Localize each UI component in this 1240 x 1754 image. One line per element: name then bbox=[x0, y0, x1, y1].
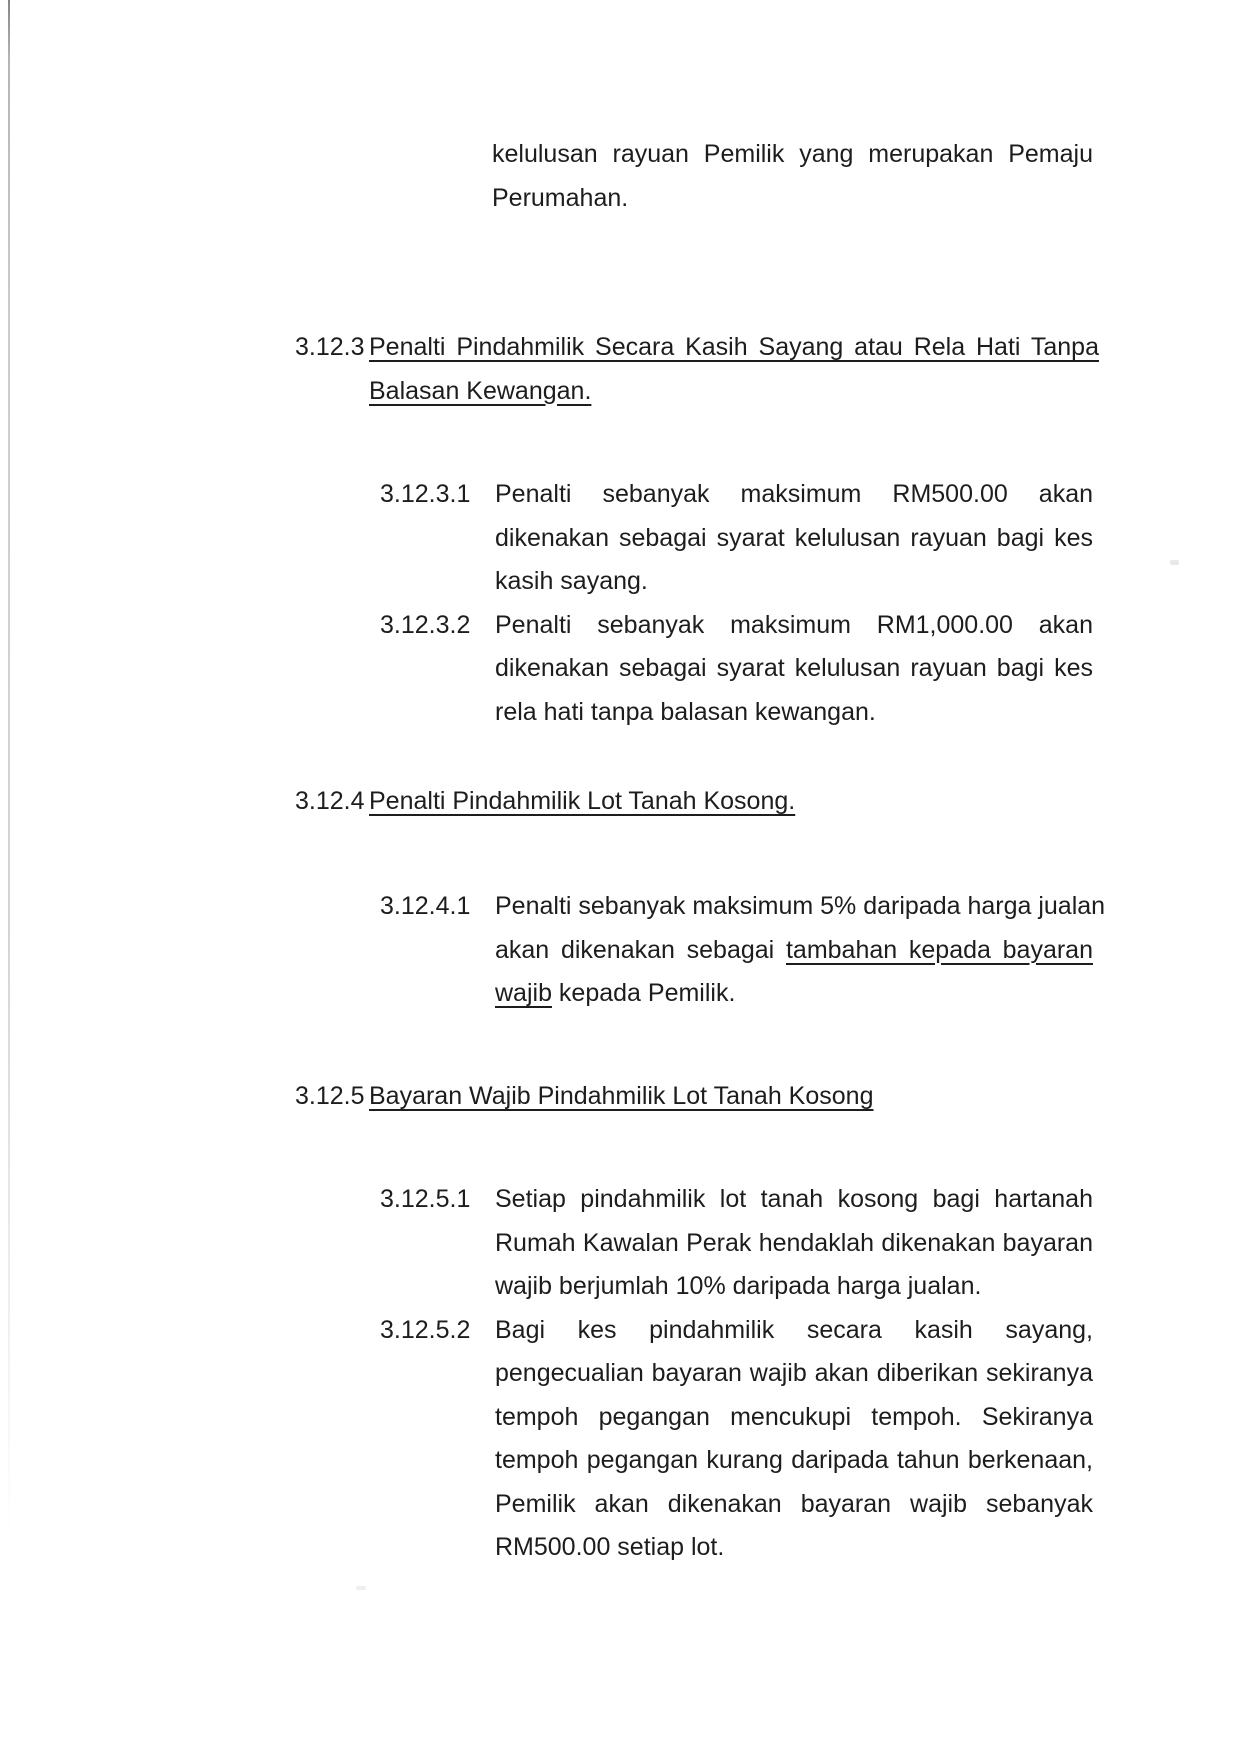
text-line: Penalti sebanyak maksimum 5% daripada harga jualan bbox=[495, 892, 1106, 920]
scan-artifact-speck bbox=[356, 1586, 366, 1590]
clause-3-12-3-1 bbox=[380, 473, 1093, 604]
text-line: Penalti sebanyak maksimum RM1,000.00 akan bbox=[495, 610, 1093, 639]
clause-number: 3.12.5.1 bbox=[380, 1185, 471, 1213]
underlined-text: Penalti Pindahmilik Lot Tanah Kosong. bbox=[369, 787, 796, 815]
section-number: 3.12.3 bbox=[295, 333, 365, 361]
text-line: kasih sayang. bbox=[495, 567, 648, 595]
clause-list-3-12-5 bbox=[380, 1178, 1093, 1570]
clause-3-12-4-1 bbox=[380, 885, 1106, 1016]
clause-text bbox=[495, 473, 1093, 604]
clause-number: 3.12.3.2 bbox=[380, 610, 471, 639]
section-number: 3.12.4 bbox=[295, 787, 365, 815]
text-line: kelulusan rayuan Pemilik yang merupakan Pemaju bbox=[492, 140, 1093, 168]
text-line: tempoh pegangan mencukupi tempoh. Sekiranya bbox=[495, 1402, 1093, 1431]
clause-number: 3.12.5.2 bbox=[380, 1315, 471, 1344]
text-segment: kepada Pemilik. bbox=[551, 979, 736, 1007]
underlined-text: wajib bbox=[495, 979, 552, 1007]
text-line: dikenakan sebagai syarat kelulusan rayuan bagi kes bbox=[495, 654, 1093, 682]
section-heading-3-12-3 bbox=[295, 326, 1099, 413]
underlined-text: Penalti Pindahmilik Secara Kasih Sayang atau Rela Hati Tanpa bbox=[369, 333, 1099, 361]
text-line: Pemilik akan dikenakan bayaran wajib sebanyak bbox=[495, 1489, 1093, 1518]
clause-list-3-12-4 bbox=[380, 885, 1106, 1016]
text-line: Setiap pindahmilik lot tanah kosong bagi hartanah bbox=[495, 1185, 1093, 1213]
scan-artifact-left-edge bbox=[8, 0, 10, 1535]
clause-text bbox=[495, 885, 1106, 1016]
text-line: wajib berjumlah 10% daripada harga jualan. bbox=[495, 1272, 982, 1300]
text-line: Bagi kes pindahmilik secara kasih sayang, bbox=[495, 1315, 1093, 1344]
text-line bbox=[369, 326, 1099, 370]
clause-number: 3.12.4.1 bbox=[380, 892, 471, 920]
paragraph-intro bbox=[492, 133, 1093, 220]
text-line: tempoh pegangan kurang daripada tahun berkenaan, bbox=[495, 1446, 1093, 1474]
clause-3-12-3-2 bbox=[380, 604, 1093, 735]
text-line: RM500.00 setiap lot. bbox=[495, 1533, 725, 1561]
text-line: dikenakan sebagai syarat kelulusan rayuan bagi kes bbox=[495, 523, 1093, 552]
clause-list-3-12-3 bbox=[380, 473, 1093, 734]
clause-text bbox=[495, 1178, 1093, 1309]
text-line bbox=[369, 780, 1099, 824]
underlined-text: tambahan kepada bayaran bbox=[785, 935, 1093, 964]
text-line: Perumahan. bbox=[492, 183, 629, 212]
section-heading-3-12-4 bbox=[295, 780, 1099, 824]
clause-3-12-5-1 bbox=[380, 1178, 1093, 1309]
underlined-text: Balasan Kewangan. bbox=[369, 376, 592, 405]
section-number: 3.12.5 bbox=[295, 1082, 365, 1110]
scan-artifact-speck bbox=[1170, 560, 1179, 565]
text-line bbox=[369, 370, 1099, 414]
clause-3-12-5-2 bbox=[380, 1309, 1093, 1570]
section-title bbox=[369, 1075, 1099, 1119]
text-line: rela hati tanpa balasan kewangan. bbox=[495, 697, 876, 726]
text-line: Penalti sebanyak maksimum RM500.00 akan bbox=[495, 480, 1093, 508]
section-heading-3-12-5 bbox=[295, 1075, 1099, 1119]
text-segment: akan dikenakan sebagai bbox=[495, 935, 786, 964]
clause-text bbox=[495, 1309, 1093, 1570]
underlined-text: Bayaran Wajib Pindahmilik Lot Tanah Kosong bbox=[369, 1082, 874, 1110]
section-title bbox=[369, 326, 1099, 413]
clause-text bbox=[495, 604, 1093, 735]
text-line: Rumah Kawalan Perak hendaklah dikenakan bayaran bbox=[495, 1228, 1093, 1257]
section-title bbox=[369, 780, 1099, 824]
text-line bbox=[495, 929, 1093, 973]
text-line bbox=[495, 972, 1093, 1016]
text-line bbox=[369, 1075, 1099, 1119]
clause-number: 3.12.3.1 bbox=[380, 480, 471, 508]
text-line: pengecualian bayaran wajib akan diberikan sekiranya bbox=[495, 1359, 1093, 1387]
